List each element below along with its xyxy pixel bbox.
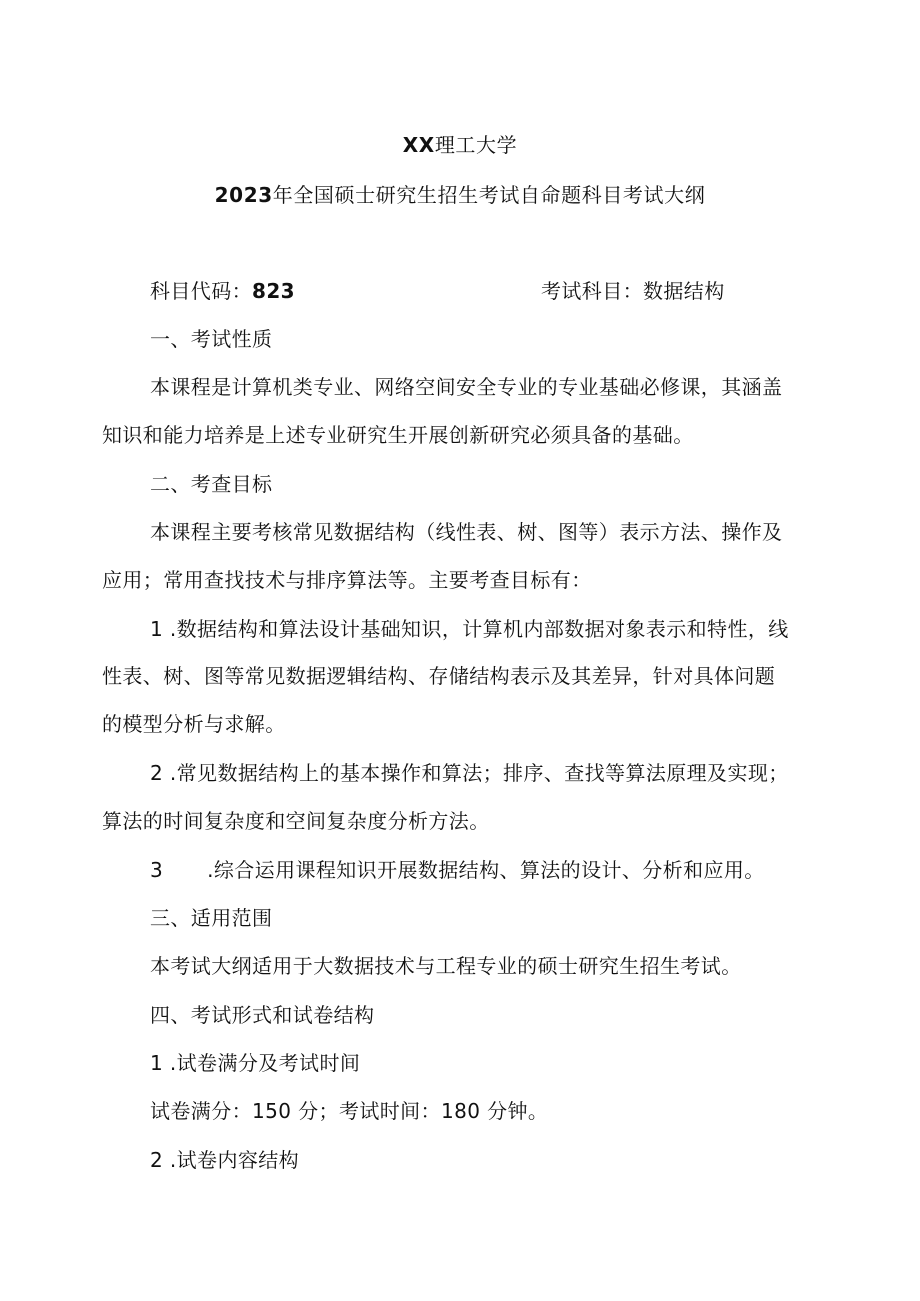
section-4-heading: 四、考试形式和试卷结构: [150, 1003, 375, 1027]
section-2-item-2-line-1: [150, 759, 789, 787]
section-4-score-line: [150, 1097, 548, 1125]
section-4-item-2: [150, 1146, 299, 1174]
section-4-item-1: [150, 1049, 360, 1077]
section-2-item-1-num: 1: [150, 617, 164, 641]
section-1-para-line-1: 本课程是计算机类专业、网络空间安全专业的专业基础必修课，其涵盖: [150, 375, 783, 399]
section-1-heading: 一、考试性质: [150, 327, 273, 351]
subject-code: [150, 277, 295, 305]
title-year: 2023: [214, 183, 273, 207]
score-label: 试卷满分：: [150, 1099, 252, 1123]
section-2-item-2-text: .常见数据结构上的基本操作和算法；排序、查找等算法原理及实现；: [169, 761, 789, 785]
subject-name: [541, 277, 725, 305]
section-2-item-1-line-3: 的模型分析与求解。: [102, 712, 286, 736]
section-2-item-1-line-1: [150, 615, 789, 643]
section-4-item-2-num: 2: [150, 1148, 164, 1172]
section-2-item-3-num: 3: [150, 858, 164, 882]
university-prefix: XX: [402, 133, 435, 157]
subject-name-label: 考试科目：: [541, 279, 643, 303]
document-title: [0, 181, 920, 209]
section-2-heading: 二、考查目标: [150, 472, 273, 496]
time-unit: 分钟。: [487, 1099, 549, 1123]
time-value: 180: [440, 1099, 481, 1123]
section-1-para-line-2: 知识和能力培养是上述专业研究生开展创新研究必须具备的基础。: [102, 423, 694, 447]
university-name: 理工大学: [434, 133, 518, 157]
section-2-item-1-text: .数据结构和算法设计基础知识，计算机内部数据对象表示和特性，线: [169, 617, 789, 641]
section-2-item-2-num: 2: [150, 761, 164, 785]
section-2-para-line-2: 应用；常用查找技术与排序算法等。主要考查目标有：: [102, 568, 592, 592]
section-2-item-3: [150, 856, 765, 884]
score-unit: 分；考试时间：: [298, 1099, 441, 1123]
section-3-para: 本考试大纲适用于大数据技术与工程专业的硕士研究生招生考试。: [150, 954, 742, 978]
section-3-heading: 三、适用范围: [150, 906, 273, 930]
section-2-item-2-line-2: 算法的时间复杂度和空间复杂度分析方法。: [102, 809, 490, 833]
subject-name-value: 数据结构: [643, 279, 725, 303]
subject-code-value: 823: [252, 279, 295, 303]
section-2-para-line-1: 本课程主要考核常见数据结构（线性表、树、图等）表示方法、操作及: [150, 520, 783, 544]
section-2-item-1-line-2: 性表、树、图等常见数据逻辑结构、存储结构表示及其差异，针对具体问题: [102, 664, 776, 688]
title-text: 年全国硕士研究生招生考试自命题科目考试大纲: [272, 183, 706, 207]
section-4-item-1-num: 1: [150, 1051, 164, 1075]
score-value: 150: [252, 1099, 292, 1123]
section-2-item-3-text: .综合运用课程知识开展数据结构、算法的设计、分析和应用。: [207, 858, 765, 882]
section-4-item-1-text: .试卷满分及考试时间: [169, 1051, 361, 1075]
section-4-item-2-text: .试卷内容结构: [169, 1148, 300, 1172]
university-title: [0, 131, 920, 159]
subject-code-label: 科目代码：: [150, 279, 252, 303]
